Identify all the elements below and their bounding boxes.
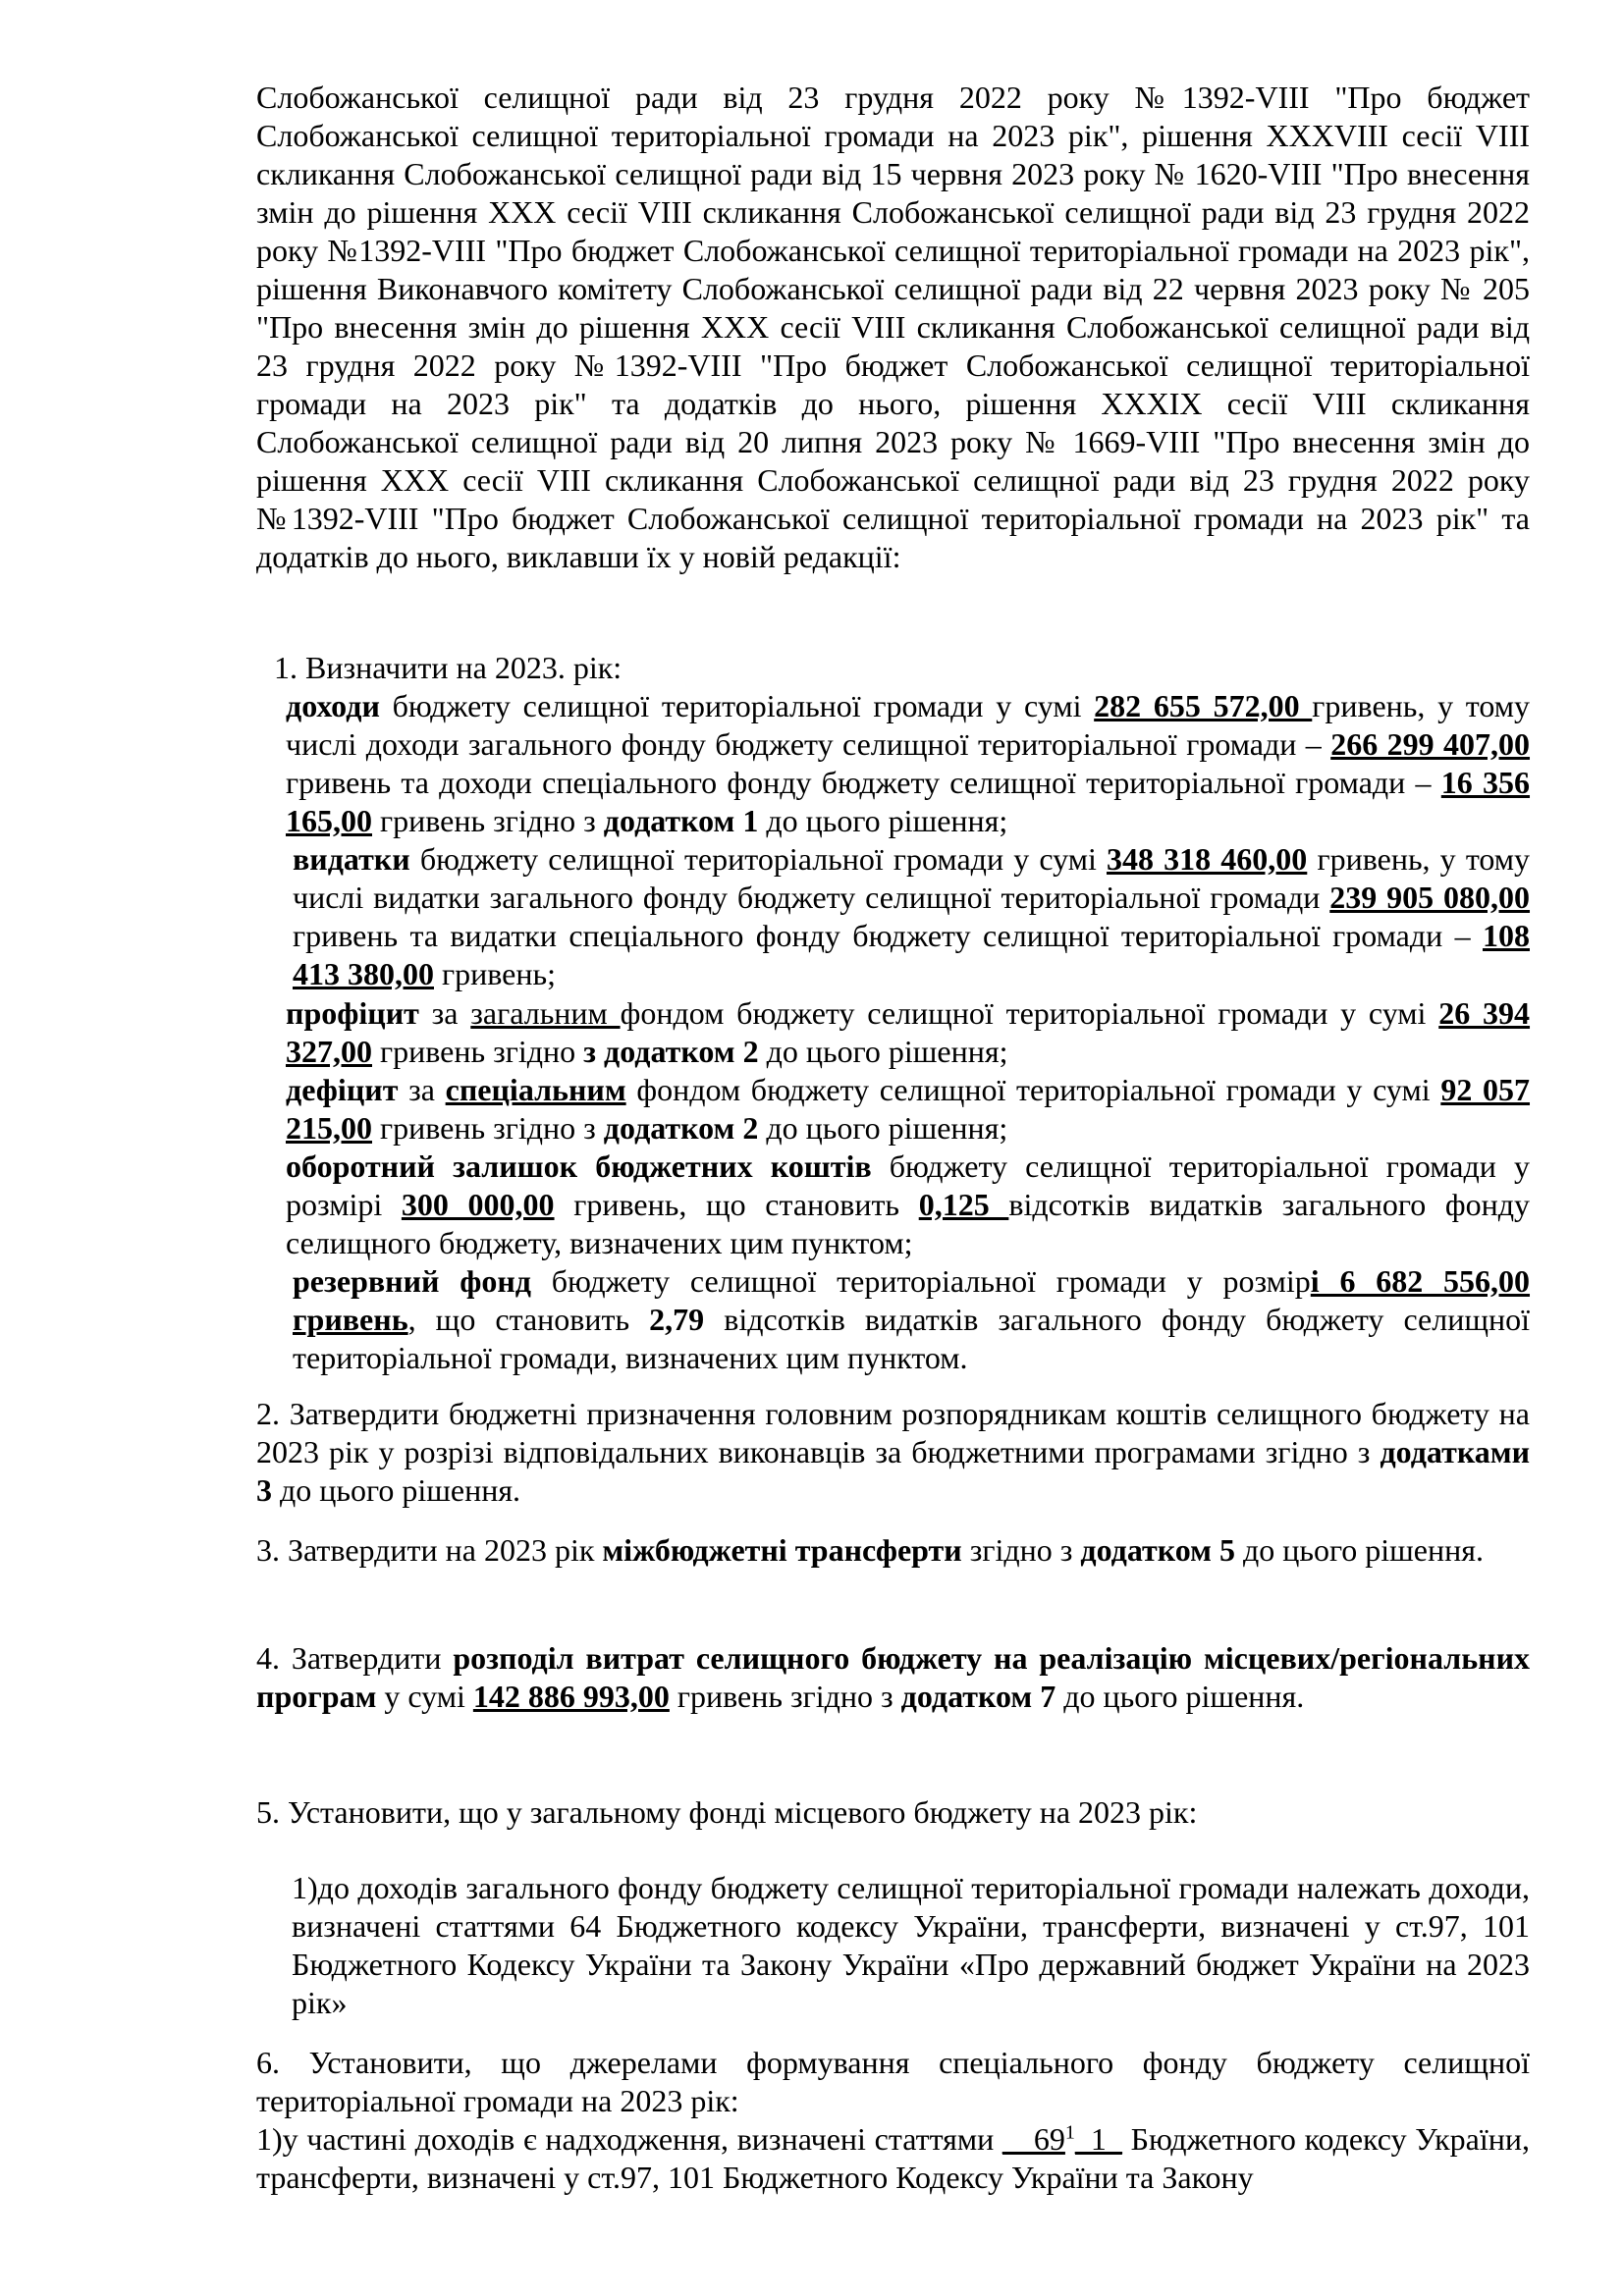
item6-text: 1)у частині доходів є надходження, визначені статтями bbox=[256, 2121, 1002, 2157]
item5-heading: 5. Установити, що у загальному фонді місцевого бюджету на 2023 рік: bbox=[256, 1794, 1198, 1830]
item4-paragraph bbox=[256, 1639, 1530, 1716]
income-text: гривень та доходи спеціального фонду бюджету селищної територіальної громади – bbox=[286, 765, 1441, 800]
surplus-fund: загальним bbox=[470, 995, 621, 1031]
reserve-fund-percent: 2,79 bbox=[649, 1302, 705, 1337]
intro-paragraph: Слобожанської селищної ради від 23 грудня 2022 року №1392-VIII "Про бюджет Слобожанської селищної територіальної громади на 2023 рік", рішення XXXVIII сесії VIII скликання Слобожанської селищної ради від 15 червня 2023 року № 1620-VIII "Про внесення змін до рішення XXX сесії VIII скликання Слобожанської селищної ради від 23 грудня 2022 року №1392-VIII "Про бюджет Слобожанської селищної територіальної громади на 2023 рік", рішення Виконавчого комітету Слобожанської селищної ради від 22 червня 2023 року № 205 "Про внесення змін до рішення XXX сесії VIII скликання Слобожанської селищної ради від 23 грудня 2022 року №1392-VIII "Про бюджет Слобожанської селищної територіальної громади на 2023 рік" та додатків до нього, рішення XXXIX сесії VIII скликання Слобожанської селищної ради від 20 липня 2023 року № 1669-VIII "Про внесення змін до рішення XXX сесії VIII скликання Слобожанської селищної ради від 23 грудня 2022 року №1392-VIII "Про бюджет Слобожанської селищної територіальної громади на 2023 рік" та додатків до нього, виклавши їх у новій редакції: bbox=[256, 80, 1530, 574]
expenses-general: 239 905 080,00 bbox=[1329, 880, 1531, 915]
income-special: 16 356 165,00 bbox=[286, 765, 1531, 838]
deficit-text: гривень згідно з bbox=[372, 1110, 604, 1146]
working-balance-percent: 0,125 bbox=[918, 1187, 1009, 1222]
income-general: 266 299 407,00 bbox=[1330, 726, 1531, 762]
surplus-paragraph bbox=[286, 994, 1530, 1071]
expenses-text: гривень; bbox=[434, 956, 556, 991]
working-balance-text: відсотків видатків загального фонду селищного бюджету, визначених цим пунктом; bbox=[286, 1187, 1531, 1260]
item4-bold: розподіл витрат селищного бюджету на реалізацію місцевих/регіональних програм bbox=[256, 1640, 1531, 1714]
surplus-label: профіцит bbox=[286, 995, 419, 1031]
income-annex: додатком 1 bbox=[603, 803, 759, 838]
expenses-text: гривень та видатки спеціального фонду бюджету селищної територіальної громади – bbox=[293, 918, 1483, 953]
item6-article-superscript: 1 bbox=[1064, 2121, 1075, 2144]
deficit-text: за bbox=[398, 1072, 446, 1107]
reserve-fund-text: , що становить bbox=[407, 1302, 650, 1337]
reserve-fund-paragraph bbox=[293, 1262, 1530, 1377]
working-balance-text: гривень, що становить bbox=[554, 1187, 919, 1222]
expenses-text: бюджету селищної територіальної громади у сумі bbox=[409, 841, 1107, 877]
surplus-amount: 26 394 327,00 bbox=[286, 995, 1531, 1069]
expenses-label: видатки bbox=[293, 841, 410, 877]
item6-text: Бюджетного кодексу України, трансферти, визначені у ст.97, 101 Бюджетного Кодексу України та Закону bbox=[256, 2121, 1531, 2195]
working-balance-paragraph bbox=[286, 1148, 1530, 1262]
item4-annex: додатком 7 bbox=[900, 1679, 1056, 1714]
income-total: 282 655 572,00 bbox=[1094, 688, 1313, 723]
item3-text: 3. Затвердити на 2023 рік bbox=[256, 1532, 603, 1568]
item3-text: до цього рішення. bbox=[1234, 1532, 1484, 1568]
reserve-fund-amount: і 6 682 556,00 гривень bbox=[293, 1263, 1531, 1337]
item3-text: згідно з bbox=[961, 1532, 1081, 1568]
expenses-special: 108 413 380,00 bbox=[293, 918, 1530, 991]
reserve-fund-label: резервний фонд bbox=[293, 1263, 531, 1299]
item4-text: до цього рішення. bbox=[1056, 1679, 1305, 1714]
item2-annex: додатками 3 bbox=[256, 1434, 1530, 1508]
item2-text: 2. Затвердити бюджетні призначення головним розпорядникам коштів селищного бюджету на 2023 рік у розрізі відповідальних виконавців за бюджетними програмами згідно з bbox=[256, 1396, 1530, 1469]
item3-bold: міжбюджетні трансферти bbox=[602, 1532, 962, 1568]
working-balance-amount: 300 000,00 bbox=[401, 1187, 555, 1222]
surplus-text: фондом бюджету селищної територіальної громади у сумі bbox=[620, 995, 1439, 1031]
deficit-amount: 92 057 215,00 bbox=[286, 1072, 1531, 1146]
income-text: гривень, у тому числі доходи загального фонду бюджету селищної територіальної громади – bbox=[286, 688, 1531, 762]
item4-amount: 142 886 993,00 bbox=[472, 1679, 670, 1714]
reserve-fund-text: бюджету селищної територіальної громади у розмір bbox=[531, 1263, 1311, 1299]
income-text: гривень згідно з bbox=[372, 803, 604, 838]
item2-text: до цього рішення. bbox=[272, 1472, 521, 1508]
surplus-text: за bbox=[418, 995, 471, 1031]
item6-heading: 6. Установити, що джерелами формування спеціального фонду бюджету селищної територіальної громади на 2023 рік: bbox=[256, 2045, 1530, 2118]
item6-article-part: _1_ bbox=[1074, 2121, 1122, 2157]
item3-annex: додатком 5 bbox=[1080, 1532, 1235, 1568]
expenses-paragraph bbox=[293, 840, 1530, 993]
income-text: до цього рішення; bbox=[758, 803, 1008, 838]
expenses-text: гривень, у тому числі видатки загального фонду бюджету селищної територіальної громади bbox=[293, 841, 1531, 915]
item4-text: 4. Затвердити bbox=[256, 1640, 454, 1676]
income-label: доходи bbox=[286, 688, 380, 723]
item4-text: у сумі bbox=[376, 1679, 473, 1714]
deficit-text: фондом бюджету селищної територіальної громади у сумі bbox=[625, 1072, 1441, 1107]
surplus-text: гривень згідно bbox=[372, 1034, 584, 1069]
working-balance-label: оборотний залишок бюджетних коштів bbox=[286, 1148, 872, 1184]
item6-article-number: __69 bbox=[1001, 2121, 1065, 2157]
item5-subparagraph: 1)до доходів загального фонду бюджету селищної територіальної громади належать доходи, визначені статтями 64 Бюджетного кодексу України, трансферти, визначені у ст.97, 101 Бюджетного Кодексу України та Закону України «Про державний бюджет України на 2023 рік» bbox=[292, 1870, 1530, 2020]
surplus-annex: з додатком 2 bbox=[583, 1034, 759, 1069]
income-text: бюджету селищної територіальної громади у сумі bbox=[379, 688, 1095, 723]
item4-text: гривень згідно з bbox=[669, 1679, 901, 1714]
working-balance-text: бюджету селищної територіальної громади у розмірі bbox=[286, 1148, 1531, 1222]
item3-paragraph bbox=[256, 1531, 1530, 1570]
deficit-paragraph bbox=[286, 1071, 1530, 1148]
item6-subparagraph bbox=[256, 2120, 1530, 2197]
expenses-total: 348 318 460,00 bbox=[1107, 841, 1308, 877]
surplus-text: до цього рішення; bbox=[758, 1034, 1008, 1069]
deficit-annex: додатком 2 bbox=[603, 1110, 759, 1146]
deficit-text: до цього рішення; bbox=[758, 1110, 1008, 1146]
reserve-fund-text: відсотків видатків загального фонду бюджету селищної територіальної громади, визначених цим пунктом. bbox=[293, 1302, 1530, 1375]
deficit-label: дефіцит bbox=[286, 1072, 399, 1107]
item2-paragraph bbox=[256, 1395, 1530, 1510]
item1-heading: 1. Визначити на 2023. рік: bbox=[274, 650, 623, 685]
income-paragraph bbox=[286, 687, 1530, 840]
deficit-fund: спеціальним bbox=[445, 1072, 626, 1107]
